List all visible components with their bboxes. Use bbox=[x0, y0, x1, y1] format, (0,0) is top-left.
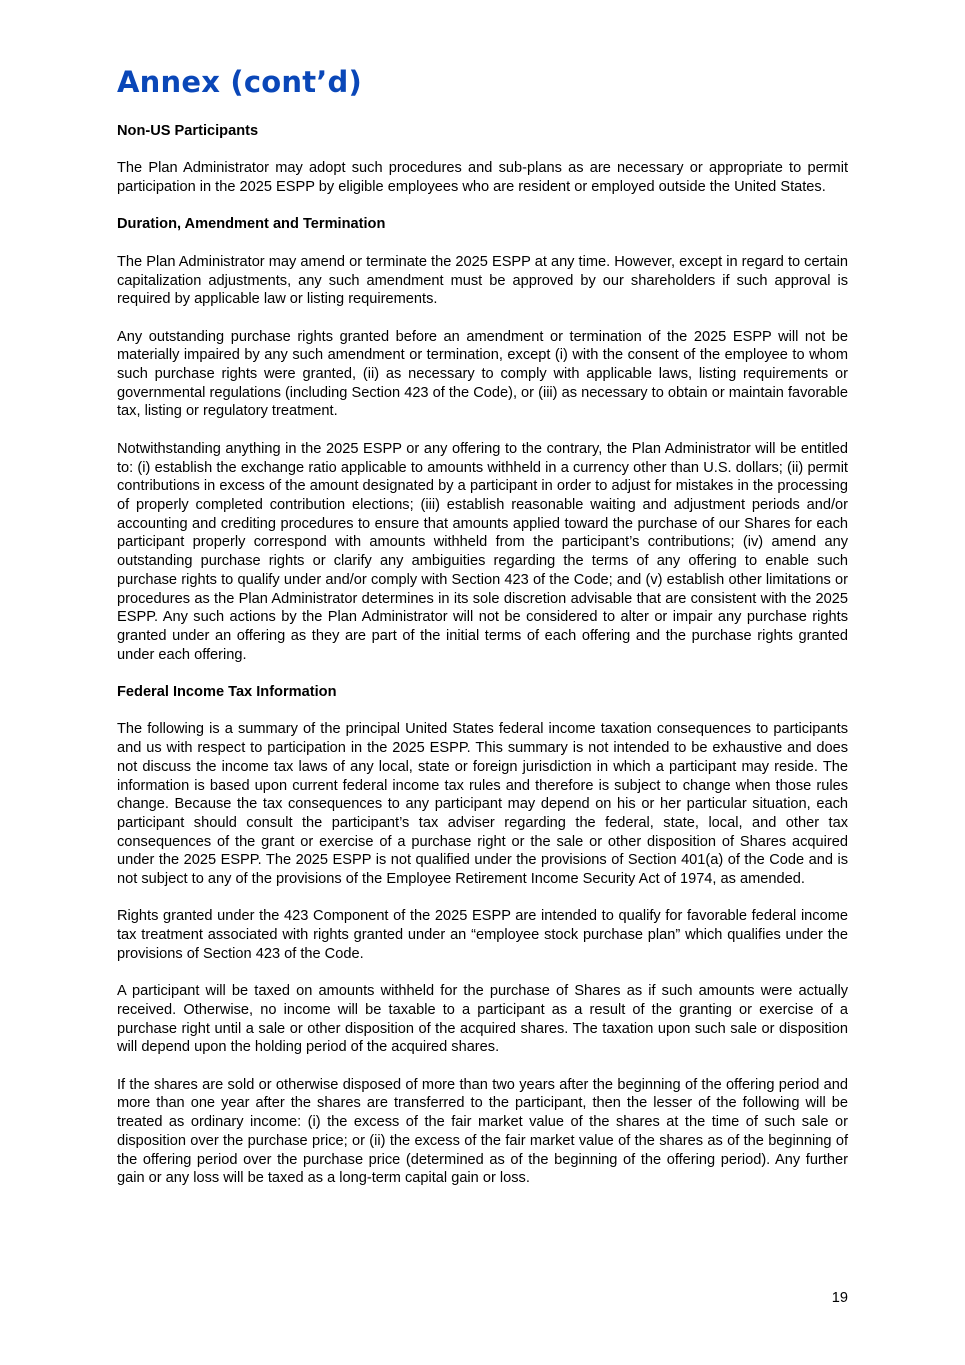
paragraph: A participant will be taxed on amounts withheld for the purchase of Shares as if such amounts were actually received. Otherwise, no income will be taxable to a participant as a result of the granting or exercise of a purchase right until a sale or other disposition of the acquired shares. The taxation upon such sale or disposition will depend upon the holding period of the acquired shares. bbox=[117, 983, 848, 1056]
section-heading: Duration, Amendment and Termination bbox=[117, 216, 386, 233]
section-heading: Non-US Participants bbox=[117, 123, 259, 139]
paragraph: Rights granted under the 423 Component of the 2025 ESPP are intended to qualify for favorable federal income tax treatment associated with rights granted under an “employee stock purchase plan” which qualifies under the provisions of Section 423 of the Code. bbox=[117, 908, 848, 962]
section-federal-income-tax-information bbox=[117, 683, 848, 1188]
paragraph: Any outstanding purchase rights granted before an amendment or termination of the 2025 ESPP will not be materially impaired by any such amendment or termination, except (i) with the consent of the employee to whom such purchase rights were granted, (ii) as necessary to comply with applicable laws, listing requirements or governmental regulations (including Section 423 of the Code), or (iii) as necessary to obtain or maintain favorable tax, listing or regulatory treatment. bbox=[117, 328, 848, 420]
document-page bbox=[117, 62, 848, 1207]
paragraph: The Plan Administrator may amend or terminate the 2025 ESPP at any time. However, except in regard to certain capitalization adjustments, any such amendment must be approved by our shareholders if such approval is required by applicable law or listing requirements. bbox=[117, 253, 848, 308]
paragraph: The Plan Administrator may adopt such procedures and sub-plans as are necessary or appropriate to permit participation in the 2025 ESPP by eligible employees who are resident or employed outside the United States. bbox=[117, 160, 848, 196]
section-heading: Federal Income Tax Information bbox=[117, 684, 337, 700]
paragraph: The following is a summary of the principal United States federal income taxation consequences to participants and us with respect to participation in the 2025 ESPP. This summary is not intended to be exhaustive and does not discuss the income tax laws of any local, state or foreign jurisdiction in which a participant may reside. The information is based upon current federal income tax rules and therefore is subject to change when those rules change. Because the tax consequences to any participant may depend on his or her particular situation, each participant should consult the participant’s tax adviser regarding the federal, state, local, and other tax consequences of the grant or exercise of a purchase right or the sale or other disposition of Shares acquired under the 2025 ESPP. The 2025 ESPP is not qualified under the provisions of Section 401(a) of the Code and is not subject to any of the provisions of the Employee Retirement Income Security Act of 1974, as amended. bbox=[117, 721, 848, 888]
page-title: Annex (cont’d) bbox=[117, 65, 362, 99]
section-duration-amendment-termination bbox=[117, 215, 848, 664]
page-number: 19 bbox=[831, 1290, 848, 1306]
paragraph: Notwithstanding anything in the 2025 ESPP or any offering to the contrary, the Plan Administrator will be entitled to: (i) establish the exchange ratio applicable to amounts withheld in a currency other than U.S. dollars; (ii) permit contributions in excess of the amount designated by a participant in order to adjust for mistakes in the processing of properly completed contribution elections; (iii) establish reasonable waiting and adjustment periods and/or accounting and crediting procedures to ensure that amounts applied toward the purchase of our Shares for each participant properly correspond with amounts withheld from the participant’s contributions; (iv) amend any outstanding purchase rights or clarify any ambiguities regarding the terms of any offering to enable such purchase rights to qualify under and/or comply with Section 423 of the Code; and (v) establish other limitations or procedures as the Plan Administrator determines in its sole discretion advisable that are consistent with the 2025 ESPP. Any such actions by the Plan Administrator will not be considered to alter or impair any purchase rights granted under an offering as they are part of the initial terms of each offering and the purchase rights granted under each offering. bbox=[117, 440, 848, 663]
section-non-us-participants bbox=[117, 122, 848, 197]
paragraph: If the shares are sold or otherwise disposed of more than two years after the beginning of the offering period and more than one year after the shares are transferred to the participant, then the lesser of the following will be treated as ordinary income: (i) the excess of the fair market value of the shares at the time of such sale or disposition over the purchase price; or (ii) the excess of the fair market value of the shares as of the beginning of the offering period over the purchase price (determined as of the beginning of the offering period). Any further gain or any loss will be taxed as a long-term capital gain or loss. bbox=[117, 1076, 848, 1187]
